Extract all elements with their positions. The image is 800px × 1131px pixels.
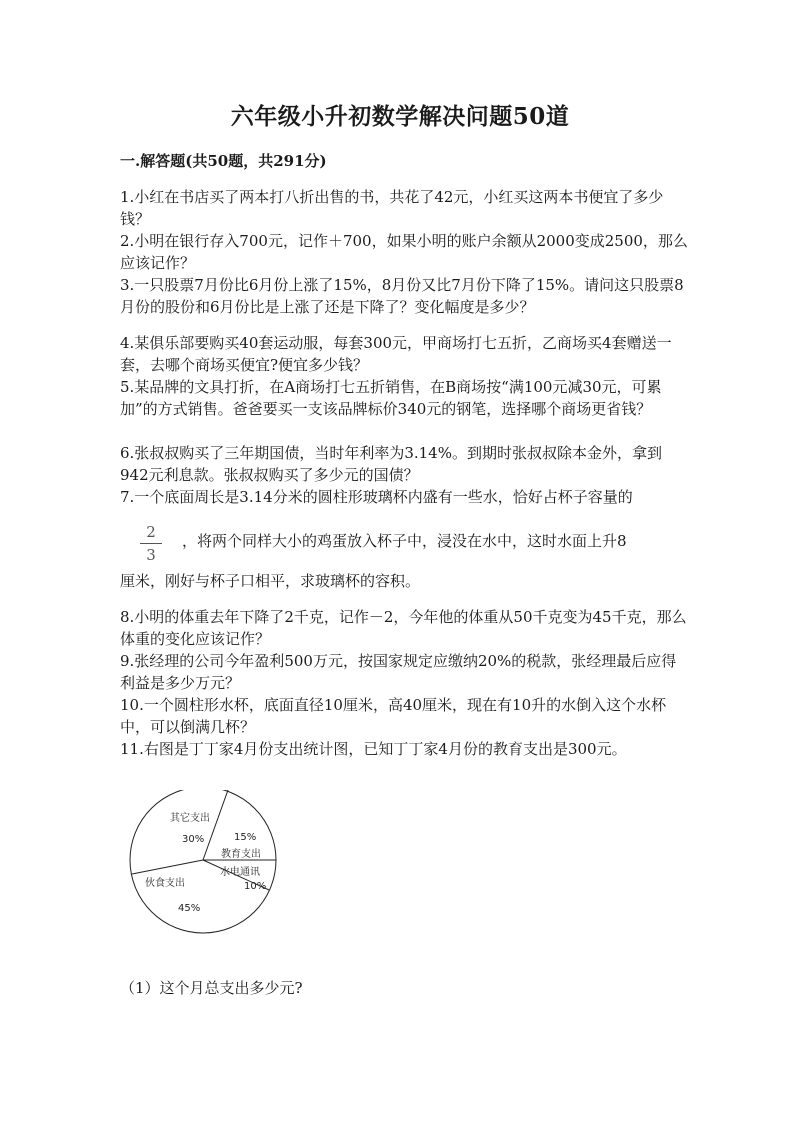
question-7-continued: ，将两个同样大小的鸡蛋放入杯子中，浸没在水中，这时水面上升8	[182, 532, 627, 550]
question-5: 5.某品牌的文具打折，在A商场打七五折销售，在B商场按“满100元减30元，可累加”的方式销售。爸爸要买一支该品牌标价340元的钢笔，选择哪个商场更省钱？	[120, 378, 662, 418]
fraction-denominator: 3	[146, 546, 156, 564]
question-7: 7.一个底面周长是3.14分米的圆柱形玻璃杯内盛有一些水，恰好占杯子容量的	[120, 488, 633, 506]
label-other-pct: 30%	[182, 834, 205, 845]
label-utility-pct: 10%	[244, 881, 267, 892]
page-title: 六年级小升初数学解决问题50道	[230, 103, 570, 130]
label-edu-name: 教育支出	[221, 849, 261, 860]
question-11: 11.右图是丁丁家4月份支出统计图，已知丁丁家4月份的教育支出是300元。	[120, 740, 627, 758]
question-4: 4.某俱乐部要购买40套运动服，每套300元，甲商场打七五折，乙商场买4套赠送一套，去哪个商场买便宜?便宜多少钱？	[120, 334, 672, 374]
question-2: 2.小明在银行存入700元，记作＋700，如果小明的账户余额从2000变成2500，那么应该记作？	[120, 232, 688, 272]
label-other-name: 其它支出	[170, 813, 210, 824]
question-3: 3.一只股票7月份比6月份上涨了15%，8月份又比7月份下降了15%。请问这只股票8月份的股份和6月份比是上涨了还是下降了？变化幅度是多少？	[120, 276, 684, 316]
question-6: 6.张叔叔购买了三年期国债，当时年利率为3.14%。到期时张叔叔除本金外，拿到942元利息款。张叔叔购买了多少元的国债？	[120, 444, 662, 484]
question-9: 9.张经理的公司今年盈利500万元，按国家规定应缴纳20%的税款，张经理最后应得利益是多少万元？	[120, 652, 677, 692]
label-utility-name: 水电通讯	[220, 867, 260, 878]
label-edu-pct: 15%	[234, 832, 257, 843]
label-food-name: 伙食支出	[145, 878, 185, 889]
label-food-pct: 45%	[178, 903, 201, 914]
expense-pie-chart	[120, 790, 290, 940]
sub-question-1: （1）这个月总支出多少元?	[120, 979, 303, 997]
question-10: 10.一个圆柱形水杯，底面直径10厘米，高40厘米，现在有10升的水倒入这个水杯中，可以倒满几杯？	[120, 696, 667, 736]
pie-outline	[130, 790, 276, 933]
question-7-end: 厘米，刚好与杯子口相平，求玻璃杯的容积。	[120, 572, 421, 590]
q7-fraction	[140, 522, 162, 565]
question-1: 1.小红在书店买了两本打八折出售的书，共花了42元，小红买这两本书便宜了多少钱？	[120, 188, 664, 228]
section-header: 一.解答题(共50题，共291分)	[120, 152, 327, 170]
fraction-numerator: 2	[146, 523, 156, 541]
question-8: 8.小明的体重去年下降了2千克，记作－2，今年他的体重从50千克变为45千克，那么体重的变化应该记作？	[120, 608, 687, 648]
